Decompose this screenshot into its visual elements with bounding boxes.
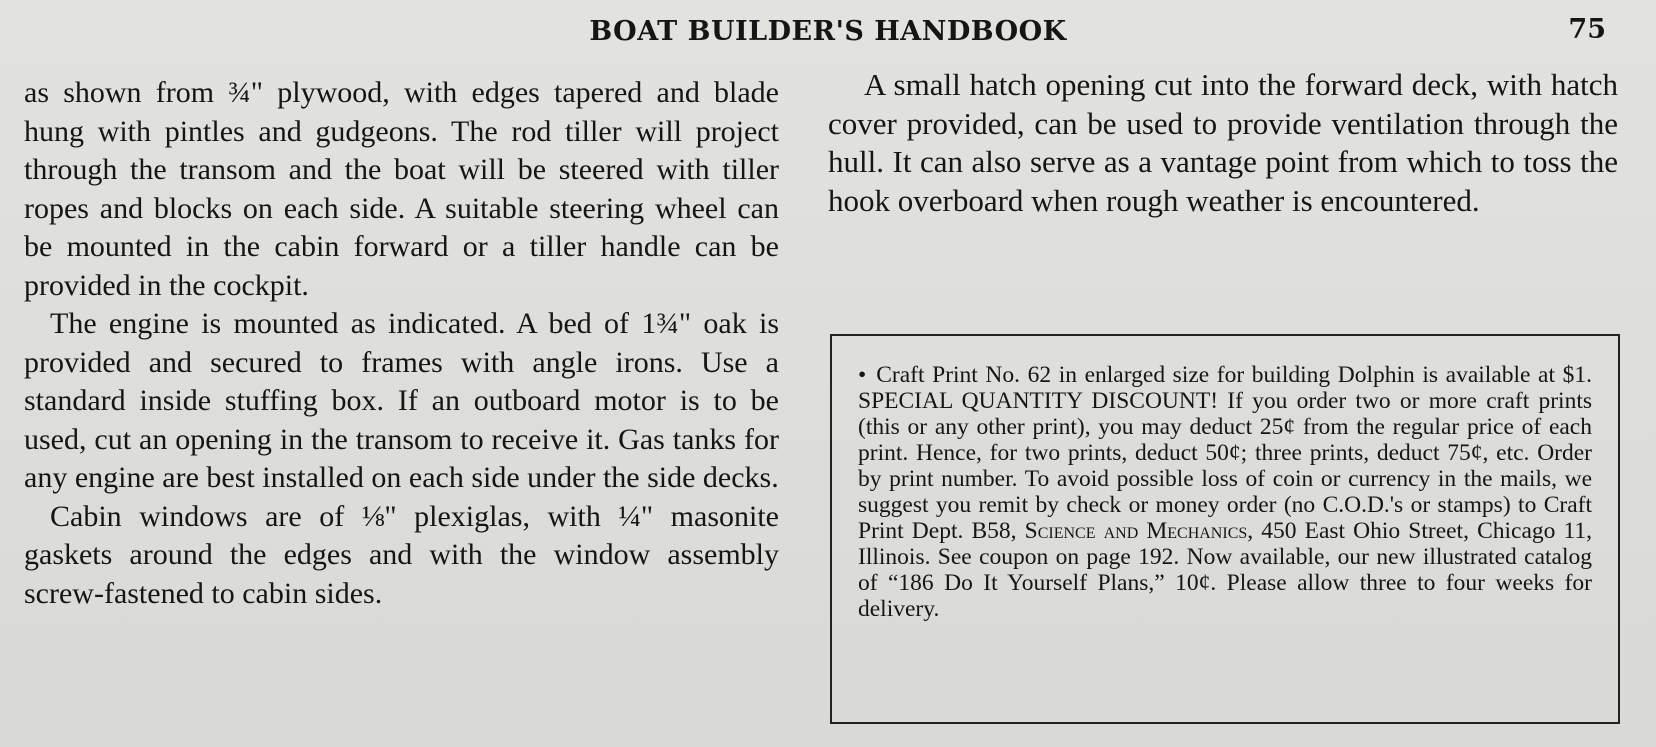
paragraph-cabin-windows: Cabin windows are of ⅛" plexiglas, with ¼" masonite gaskets around the edges and with the window assembly screw-fastened to cabin sides. [24,499,779,610]
notice-text-part-1: Craft Print No. 62 in enlarged size for building Dolphin is available at $1. SPECIAL QUANTITY DISCOUNT! If you order two or more craft prints (this or any other print), you may deduct 25¢ from the regular price of each print. Hence, for two prints, deduct 50¢; three prints, deduct 75¢, etc. Order by print number. To avoid possible loss of coin or currency in the mails, we suggest you remit by check or money order (no C.O.D.'s or stamps) to Craft Print Dept. B58, [858,362,1592,544]
notice-text-part-2: , 450 East Ohio Street, Chicago 11, Illinois. See coupon on page 192. Now available, our new illustrated catalog of “186 Do It Yourself Plans,” 10¢. Please allow three to four weeks for delivery. [858,518,1592,622]
page-number: 75 [1568,14,1606,45]
running-head-title: BOAT BUILDER'S HANDBOOK [589,16,1067,47]
left-column [24,74,779,613]
notice-text [858,362,1592,622]
publication-name: Science and Mechanics [1024,518,1248,544]
bullet-icon: • [858,362,867,388]
paragraph-rudder-steering: as shown from ¾" plywood, with edges tapered and blade hung with pintles and gudgeons. The rod tiller will project through the transom and the boat will be steered with tiller ropes and blocks on each side. A suitable steering wheel can be mounted in the cabin forward or a tiller handle can be provided in the cockpit. [24,76,779,302]
right-column [828,66,1618,220]
paragraph-hatch: A small hatch opening cut into the forward deck, with hatch cover provided, can be used to provide ventilation through the hull. It can also serve as a vantage point from which to toss the hook overboard when rough weather is encountered. [828,67,1618,218]
paragraph-engine: The engine is mounted as indicated. A bed of 1¾" oak is provided and secured to frames with angle irons. Use a standard inside stuffing box. If an outboard motor is to be used, cut an opening in the transom to receive it. Gas tanks for any engine are best installed on each side under the side decks. [24,307,779,494]
craft-print-notice-box [830,334,1620,724]
